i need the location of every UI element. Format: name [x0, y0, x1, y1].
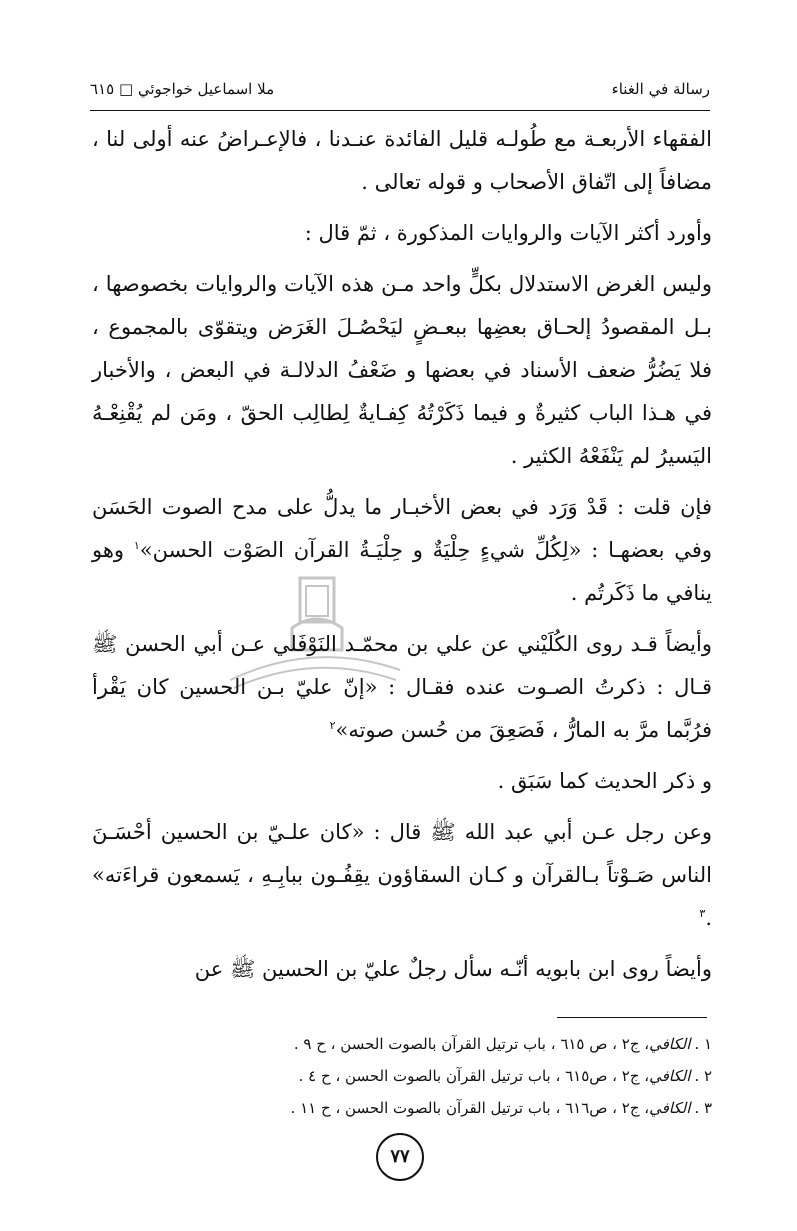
page-number: ٧٧: [376, 1133, 424, 1181]
footnote-citation: ، ج٢ ، ص٦١٦ ، باب ترتيل القرآن بالصوت الحسن ، ح ١١ .: [290, 1099, 650, 1117]
footnote-book-title: الكافي: [649, 1099, 691, 1117]
footnote-rule: [557, 1017, 707, 1018]
footnote-ref-1: ١: [133, 539, 140, 552]
paragraph-5: [92, 623, 712, 752]
footnotes: [92, 1028, 712, 1124]
paragraph-4-text-b: وهو ينافي ما ذَكَرتُم .: [92, 538, 712, 605]
header-author-page: ملا اسماعيل خواجوئي □ ٦١٥: [90, 80, 275, 98]
paragraph-4: [92, 486, 712, 615]
paragraph-7-text: وعن رجل عـن أبي عبد الله ﷺ قال : «كان علـيّ بن الحسين أحْسَـنَ الناس صَـوْتاً بـالقرآن و كـان السقاؤون يقِفُـون ببابِـهِ ، يَسمعون قراءَته» .: [92, 820, 712, 930]
header-rule: [90, 110, 710, 111]
footnote-ref-3: ٣: [699, 907, 706, 920]
footnote-book-title: الكافي: [649, 1067, 691, 1085]
footnote-citation: ، ج٢ ، ص٦١٥ ، باب ترتيل القرآن بالصوت الحسن ، ح ٤ .: [298, 1067, 650, 1085]
footnote-number: ١ .: [694, 1035, 712, 1053]
footnote-3: [92, 1092, 712, 1124]
paragraph-6: و ذكر الحديث كما سَبَق .: [497, 769, 712, 793]
footnote-number: ٢ .: [694, 1067, 712, 1085]
paragraph-1: الفقهاء الأربعـة مع طُولـه قليل الفائدة عنـدنا ، فالإعـراضُ عنه أولى لنا ، مضافاً إلى اتّفاق الأصحاب و قوله تعالى .: [92, 127, 712, 194]
paragraph-3-quote: وليس الغرض الاستدلال بكلٍّ واحد مـن هذه الآيات والروايات بخصوصها ، بـل المقصودُ إلحـاق بعضِها ببعـضٍ ليَحْصُـلَ الغَرَض ويتقوّى بالمجموع ، فلا يَضُرُّ ضعف الأسناد في بعضها و ضَعْفُ الدلالـة في البعض ، والأخبار في هـذا الباب كثيرةٌ و فيما ذَكَرْتُهُ كِفـايةٌ لِطالِب الحقّ ، ومَن لم يُقْنِعْـهُ اليَسيرُ لم يَنْفَعْهُ الكثير .: [92, 272, 712, 468]
footnote-2: [92, 1060, 712, 1092]
footnote-book-title: الكافي: [649, 1035, 691, 1053]
running-header: [90, 70, 710, 108]
footnote-citation: ، ج٢ ، ص ٦١٥ ، باب ترتيل القرآن بالصوت الحسن ، ح ٩ .: [293, 1035, 650, 1053]
paragraph-8: وأيضاً روى ابن بابويه أنّـه سأل رجلٌ عليّ بن الحسين ﷺ عن: [194, 957, 712, 981]
paragraph-5-text: وأيضاً قـد روى الكُلَيْني عن علي بن محمّـد النَوْفَلي عـن أبي الحسن ﷺ قـال : ذكرتُ الصـوت عنده فقـال : «إنّ عليّ بـن الحسين كان يَقْرأ فرُبَّما مرَّ به المارُّ ، فَصَعِقَ من حُسن صوته»: [92, 632, 712, 742]
footnote-1: [92, 1028, 712, 1060]
header-title: رسالة في الغناء: [611, 80, 710, 98]
page-body: [92, 118, 712, 999]
paragraph-2: وأورد أكثر الآيات والروايات المذكورة ، ثمّ قال :: [304, 221, 712, 245]
paragraph-4-text-a: فإن قلت : قَدْ وَرَد في بعض الأخبـار ما يدلُّ على مدح الصوت الحَسَن وفي بعضهـا : «لِكُلِّ شيءٍ حِلْيَةٌ و حِلْيَـةُ القرآن الصَوْت الحسن»: [92, 495, 712, 562]
paragraph-7: [92, 811, 712, 940]
footnote-ref-2: ٢: [329, 719, 336, 732]
footnote-number: ٣ .: [694, 1099, 712, 1117]
